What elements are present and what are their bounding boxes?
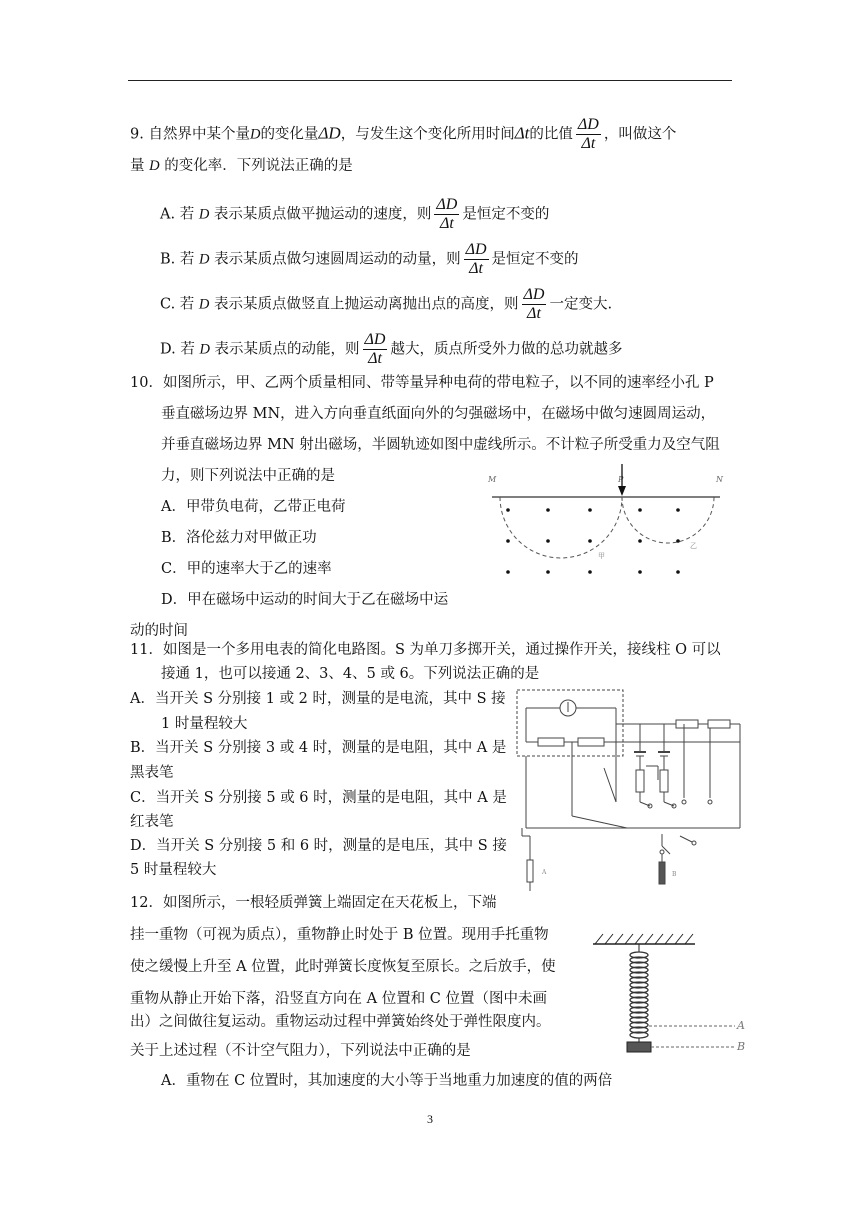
q11-option-b-cont: 黑表笔: [130, 765, 174, 781]
q10-option-d: D．甲在磁场中运动的时间大于乙在磁场中运: [161, 592, 449, 608]
q10-line3: 并垂直磁场边界 MN 射出磁场，半圆轨迹如图中虚线所示。不计粒子所受重力及空气阻: [161, 437, 720, 453]
label-M: M: [488, 475, 497, 484]
q11-option-a: A．当开关 S 分别接 1 或 2 时，测量的是电流，其中 S 接: [130, 691, 506, 707]
q9-option-d: D. 若 D 表示某质点的动能，则 $\frac{\Delta D}{\Delta t}$ 越大，质点所受外力做的总功就越多: [160, 331, 623, 367]
label-pos-B: B: [737, 1040, 746, 1053]
q10-line1: 10．如图所示，甲、乙两个质量相同、带等量异种电荷的带电粒子，以不同的速率经小孔 P: [130, 375, 714, 391]
page-number: 3: [427, 1112, 433, 1126]
label-yi: 乙: [690, 542, 697, 550]
q10-option-d-cont: 动的时间: [130, 623, 188, 639]
q12-line1: 12．如图所示，一根轻质弹簧上端固定在天花板上，下端: [130, 895, 497, 911]
q12-option-a: A．重物在 C 位置时，其加速度的大小等于当地重力加速度的值的两倍: [161, 1073, 613, 1089]
label-B: B: [672, 871, 677, 878]
q11-option-b: B．当开关 S 分别接 3 或 4 时，测量的是电阻，其中 A 是: [130, 740, 507, 756]
label-A: A: [542, 869, 547, 876]
q12-line2: 挂一重物（可视为质点），重物静止时处于 B 位置。现用手托重物: [130, 927, 549, 943]
q9-option-a: A. 若 D 表示某质点做平抛运动的速度，则 $\frac{\Delta D}{\Delta t}$ 是恒定不变的: [160, 196, 550, 232]
q11-option-d: D．当开关 S 分别接 5 和 6 时，测量的是电压，其中 S 接: [130, 838, 507, 854]
spring-coils: [630, 952, 648, 1038]
q12-line3: 使之缓慢上升至 A 位置，此时弹簧长度恢复至原长。之后放手，使: [130, 959, 556, 975]
q11-option-d-cont: 5 时量程较大: [130, 862, 217, 878]
fraction-dD-dt: $\frac{\Delta D}{\Delta t}$: [577, 116, 599, 152]
q10-option-c: C．甲的速率大于乙的速率: [161, 561, 332, 577]
q12-line6: 关于上述过程（不计空气阻力），下列说法中正确的是: [130, 1043, 471, 1059]
q10-option-b: B．洛伦兹力对甲做正功: [161, 530, 317, 546]
label-P: P: [618, 475, 624, 484]
q9-line1: 9. 自然界中某个量D的变化量ΔD，与发生这个变化所用时间Δt的比值 $\frac{\Delta D}{\Delta t}$ ，叫做这个: [130, 116, 677, 152]
q10-option-a: A．甲带负电荷，乙带正电荷: [161, 499, 346, 515]
label-N: N: [716, 475, 723, 484]
header-rule: [128, 80, 732, 81]
q11-option-c: C．当开关 S 分别接 5 或 6 时，测量的是电阻，其中 A 是: [130, 790, 507, 806]
q12-line4: 重物从静止开始下落，沿竖直方向在 A 位置和 C 位置（图中未画: [130, 991, 548, 1007]
magnetic-field-figure: [480, 460, 740, 590]
q9-option-b: B. 若 D 表示某质点做匀速圆周运动的动量，则 $\frac{\Delta D}{\Delta t}$ 是恒定不变的: [160, 241, 579, 277]
q9-line2: 量 D 的变化率．下列说法正确的是: [130, 158, 353, 174]
ceiling-hatch: [595, 934, 693, 944]
q10-line4: 力，则下列说法中正确的是: [161, 468, 335, 484]
spring-figure: [585, 928, 760, 1068]
label-jia: 甲: [598, 552, 605, 560]
q11-line2: 接通 1，也可以接通 2、3、4、5 或 6。下列说法正确的是: [161, 666, 540, 682]
q11-option-a-cont: 1 时量程较大: [161, 716, 248, 732]
q9-option-c: C. 若 D 表示某质点做竖直上抛运动离抛出点的高度，则 $\frac{\Delta D}{\Delta t}$ 一定变大.: [160, 286, 613, 322]
q12-line5: 出）之间做往复运动。重物运动过程中弹簧始终处于弹性限度内。: [130, 1014, 551, 1030]
q11-option-c-cont: 红表笔: [130, 814, 174, 830]
label-pos-A: A: [737, 1019, 745, 1032]
q10-line2: 垂直磁场边界 MN，进入方向垂直纸面向外的匀强磁场中，在磁场中做匀速圆周运动，: [161, 406, 716, 422]
q11-line1: 11．如图是一个多用电表的简化电路图。S 为单刀多掷开关，通过操作开关，接线柱 O 可以: [130, 642, 721, 658]
multimeter-circuit-figure: [512, 686, 747, 896]
